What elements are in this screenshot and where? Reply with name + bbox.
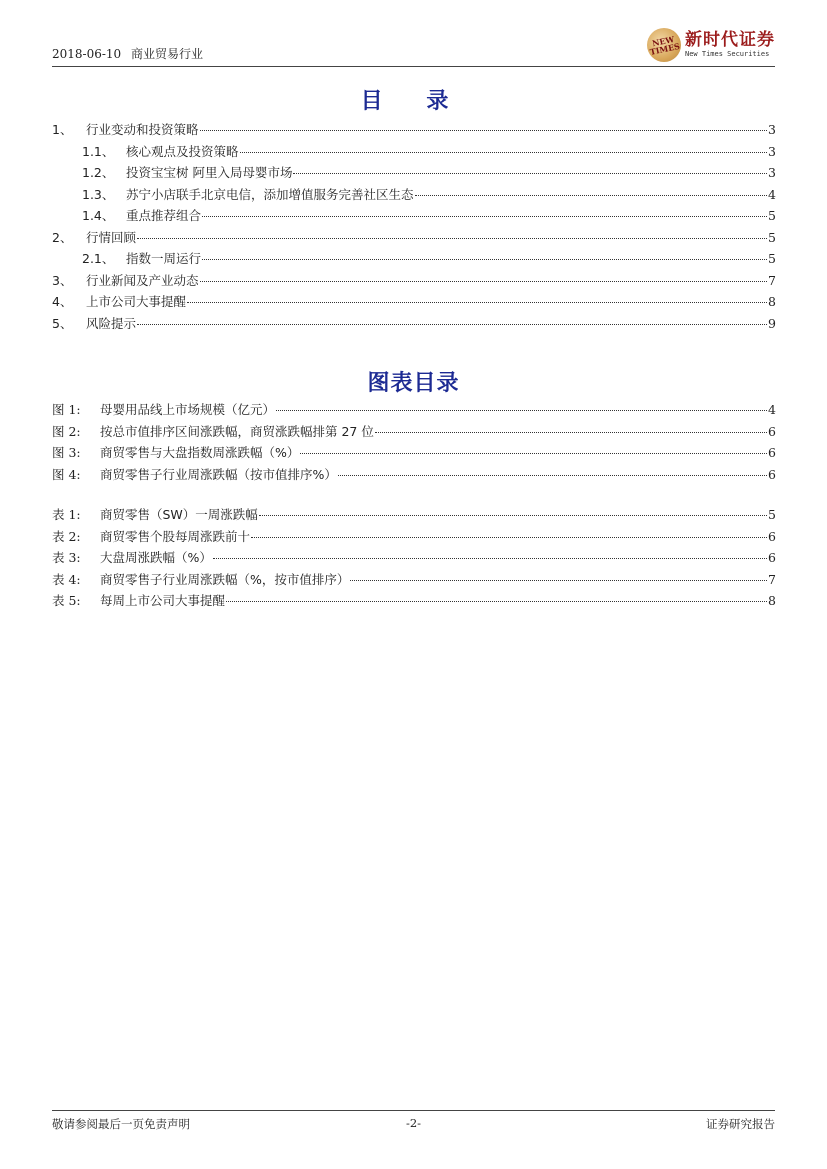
toc-entry[interactable] (52, 249, 776, 271)
entry-label: 风险提示 (86, 315, 137, 331)
dot-leader (259, 515, 767, 516)
toc-entry[interactable] (52, 163, 776, 185)
entry-number: 图 1: (52, 402, 81, 417)
entry-label: 行业变动和投资策略 (86, 122, 199, 137)
toc-title: 目 录 (360, 89, 467, 114)
dot-leader (350, 580, 767, 581)
entry-number: 表 5: (52, 593, 81, 608)
entry-label: 行情回顾 (86, 229, 137, 245)
entry-number: 表 2: (52, 528, 81, 544)
entry-page: 7 (768, 272, 776, 288)
entry-label: 每周上市公司大事提醒 (100, 593, 226, 608)
dot-leader (200, 281, 768, 282)
dot-leader (137, 324, 767, 325)
toc-entry[interactable] (52, 185, 776, 207)
toc-entry[interactable] (52, 271, 776, 293)
entry-page: 6 (768, 445, 776, 460)
entry-label: 母婴用品线上市场规模（亿元） (100, 402, 276, 417)
entry-number: 5、 (52, 315, 73, 331)
dot-leader (415, 195, 768, 196)
toc-entry[interactable] (52, 120, 776, 142)
logo-name-cn: 新时代证券 (685, 30, 775, 50)
entry-page: 3 (768, 122, 776, 137)
figure-entry[interactable] (52, 400, 776, 422)
entry-page: 7 (768, 571, 776, 587)
entry-number: 1.3、 (82, 186, 115, 202)
entry-number: 1.1、 (82, 143, 115, 159)
entry-label: 苏宁小店联手北京电信，添加增值服务完善社区生态 (126, 186, 414, 202)
dot-leader (375, 432, 767, 433)
entry-page: 4 (768, 402, 776, 417)
figure-entry[interactable] (52, 422, 776, 444)
entry-page: 5 (768, 208, 776, 223)
toc-entry[interactable] (52, 314, 776, 336)
entry-page: 6 (768, 528, 776, 544)
entry-number: 表 1: (52, 507, 81, 522)
toc-entry[interactable] (52, 206, 776, 228)
entry-number: 1.2、 (82, 165, 115, 180)
entry-page: 9 (768, 315, 776, 331)
entry-number: 图 2: (52, 423, 81, 439)
dot-leader (293, 173, 767, 174)
dot-leader (226, 601, 767, 602)
report-sector: 商业贸易行业 (131, 47, 204, 61)
toc-entry[interactable] (52, 142, 776, 164)
entry-label: 投资宝宝树 阿里入局母婴市场 (126, 165, 293, 180)
entry-label: 商贸零售个股每周涨跌前十 (100, 528, 251, 544)
figure-entry[interactable] (52, 465, 776, 487)
page-footer (52, 1110, 775, 1135)
entry-number: 1.4、 (82, 208, 115, 223)
entry-label: 行业新闻及产业动态 (86, 272, 199, 288)
table-entry[interactable] (52, 570, 776, 592)
dot-leader (338, 475, 767, 476)
table-entry[interactable] (52, 527, 776, 549)
footer-doc-type: 证券研究报告 (706, 1117, 775, 1131)
table-entry[interactable] (52, 548, 776, 570)
entry-page: 5 (768, 229, 776, 245)
entry-number: 图 3: (52, 445, 81, 460)
footer-disclaimer: 敬请参阅最后一页免责声明 (52, 1117, 190, 1131)
header-info (52, 45, 203, 62)
dot-leader (137, 238, 767, 239)
report-date: 2018-06-10 (52, 47, 122, 61)
figure-entry[interactable] (52, 443, 776, 465)
figures-list (52, 400, 776, 613)
entry-page: 8 (768, 593, 776, 608)
entry-number: 3、 (52, 272, 73, 288)
dot-leader (202, 216, 767, 217)
dot-leader (300, 453, 767, 454)
entry-page: 8 (768, 294, 776, 309)
table-entry[interactable] (52, 505, 776, 527)
logo-badge-text: NEW TIMES (648, 33, 681, 57)
entry-page: 6 (768, 423, 776, 439)
toc-entry[interactable] (52, 292, 776, 314)
entry-label: 商贸零售（SW）一周涨跌幅 (100, 507, 258, 522)
entry-number: 表 3: (52, 550, 81, 565)
page-number: -2- (405, 1116, 422, 1130)
entry-page: 3 (768, 165, 776, 180)
dot-leader (202, 259, 767, 260)
entry-page: 5 (768, 251, 776, 266)
table-entry[interactable] (52, 591, 776, 613)
entry-number: 图 4: (52, 466, 81, 482)
dot-leader (187, 302, 767, 303)
entry-label: 指数一周运行 (126, 251, 202, 266)
entry-label: 按总市值排序区间涨跌幅，商贸涨跌幅排第 27 位 (100, 423, 374, 439)
entry-number: 表 4: (52, 571, 81, 587)
dot-leader (276, 410, 767, 411)
dot-leader (213, 558, 767, 559)
entry-page: 5 (768, 507, 776, 522)
company-logo (647, 28, 775, 62)
entry-page: 4 (768, 186, 776, 202)
dot-leader (251, 537, 767, 538)
toc-entry[interactable] (52, 228, 776, 250)
list-gap (52, 486, 776, 505)
page-header (52, 26, 775, 67)
entry-page: 6 (768, 466, 776, 482)
entry-label: 商贸零售子行业周涨跌幅（%，按市值排序） (100, 571, 350, 587)
entry-label: 商贸零售子行业周涨跌幅（按市值排序%） (100, 466, 337, 482)
entry-page: 6 (768, 550, 776, 565)
entry-label: 核心观点及投资策略 (126, 143, 239, 159)
dot-leader (200, 130, 768, 131)
entry-label: 商贸零售与大盘指数周涨跌幅（%） (100, 445, 300, 460)
entry-label: 上市公司大事提醒 (86, 294, 187, 309)
entry-page: 3 (768, 143, 776, 159)
entry-number: 1、 (52, 122, 73, 137)
entry-number: 4、 (52, 294, 73, 309)
logo-badge-icon (647, 28, 681, 62)
logo-name-en: New Times Securities (685, 50, 770, 58)
dot-leader (240, 152, 768, 153)
figures-title: 图表目录 (367, 371, 460, 396)
toc-list (52, 120, 776, 335)
entry-number: 2、 (52, 229, 73, 245)
entry-label: 重点推荐组合 (126, 208, 202, 223)
entry-number: 2.1、 (82, 251, 115, 266)
entry-label: 大盘周涨跌幅（%） (100, 550, 212, 565)
